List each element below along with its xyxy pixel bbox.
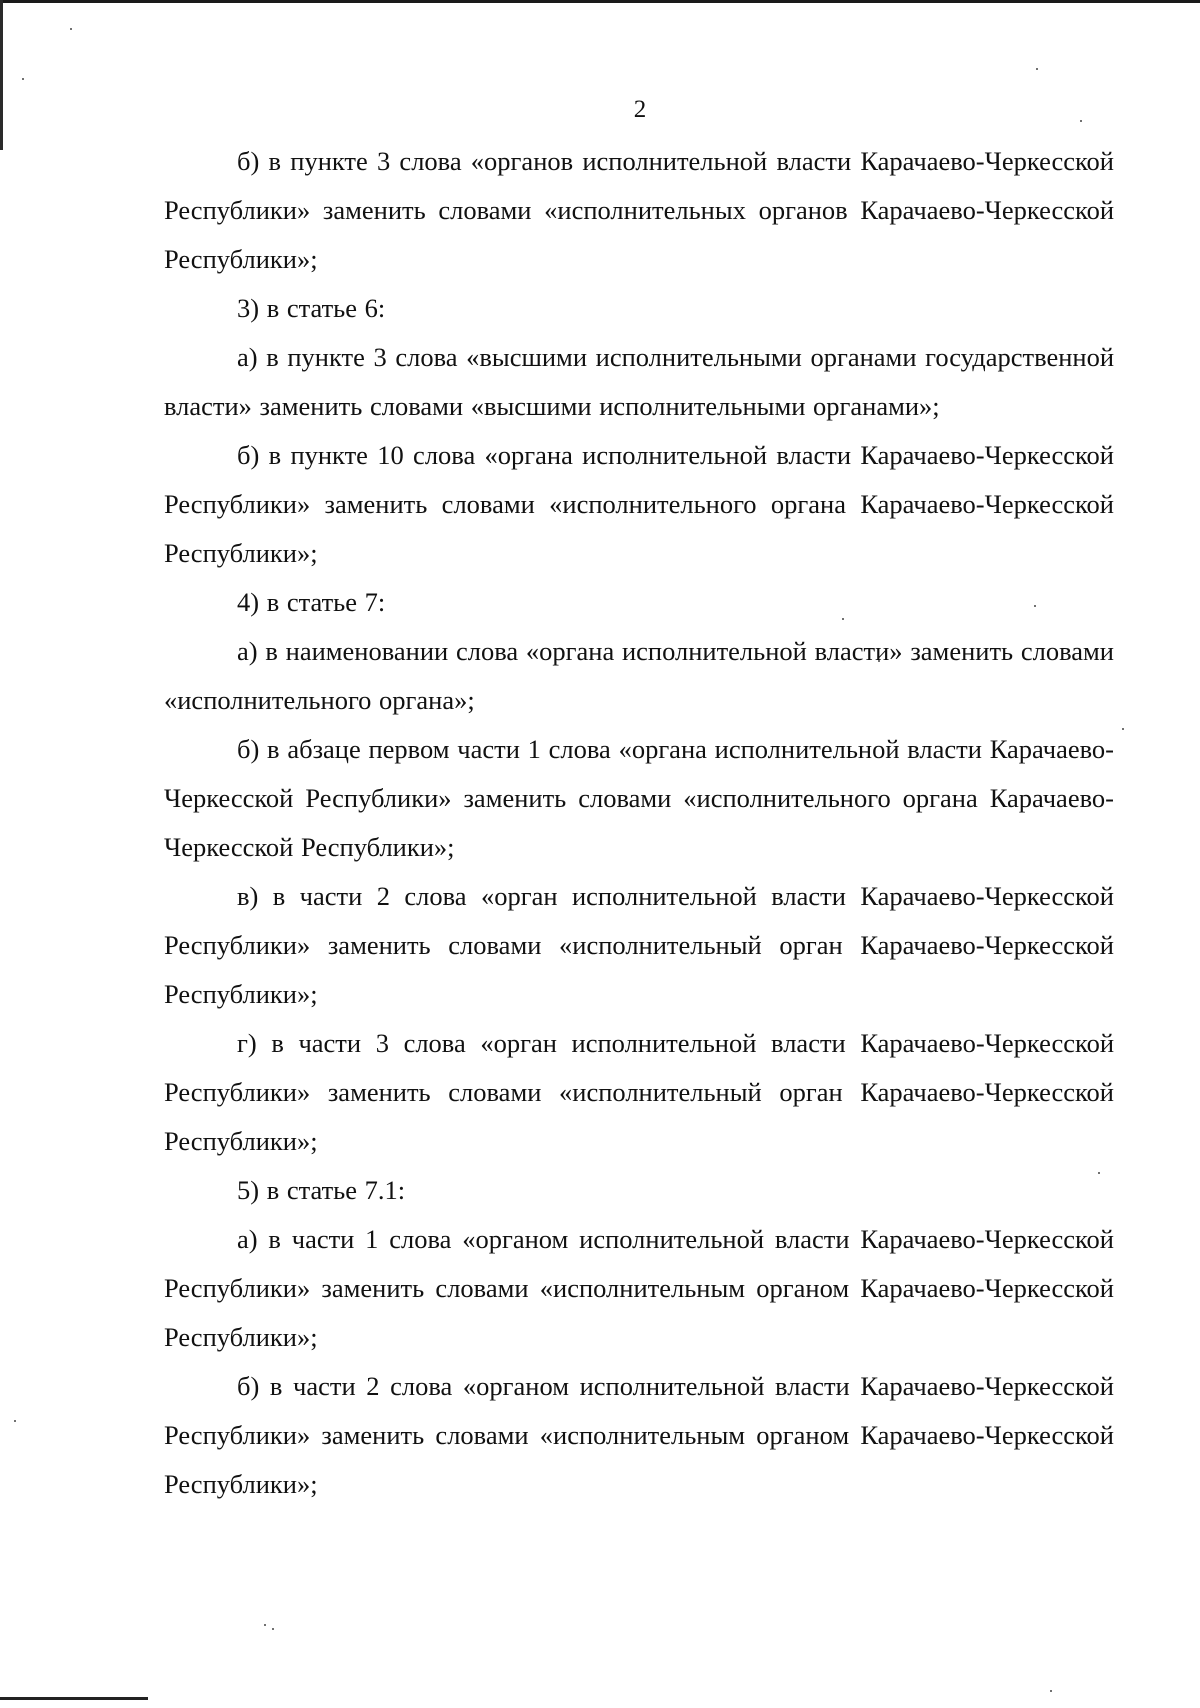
paragraph: в) в части 2 слова «орган исполнительной власти Карачаево-Черкесской Республики» заменить словами «исполнительный орган Карачаево-Черкесской Республики»; [164, 881, 1114, 1009]
article-heading: 3) в статье 6: [237, 293, 386, 323]
scan-speck [1122, 728, 1124, 730]
scan-left-edge [0, 0, 3, 150]
scan-speck [14, 1420, 16, 1422]
scan-speck [1036, 68, 1038, 70]
paragraph: б) в части 2 слова «органом исполнительной власти Карачаево-Черкесской Республики» заменить словами «исполнительным органом Карачаево-Черкесской Республики»; [164, 1371, 1114, 1499]
scan-speck [1050, 1690, 1052, 1692]
scan-speck [264, 1624, 266, 1626]
scan-top-edge [0, 0, 1200, 3]
scan-speck [22, 78, 24, 80]
paragraph: а) в части 1 слова «органом исполнительной власти Карачаево-Черкесской Республики» заменить словами «исполнительным органом Карачаево-Черкесской Республики»; [164, 1224, 1114, 1352]
paragraph: а) в пункте 3 слова «высшими исполнительными органами государственной власти» заменить словами «высшими исполнительными органами»; [164, 342, 1114, 421]
scan-bottom-edge [0, 1697, 148, 1700]
paragraph: г) в части 3 слова «орган исполнительной власти Карачаево-Черкесской Республики» заменить словами «исполнительный орган Карачаево-Черкесской Республики»; [164, 1028, 1114, 1156]
paragraph: б) в пункте 3 слова «органов исполнительной власти Карачаево-Черкесской Республики» заменить словами «исполнительных органов Карачаево-Черкесской Республики»; [164, 146, 1114, 274]
scan-speck [272, 1628, 274, 1630]
article-heading: 4) в статье 7: [237, 587, 386, 617]
paragraph: а) в наименовании слова «органа исполнительной власти» заменить словами «исполнительного органа»; [164, 636, 1114, 715]
document-body [164, 137, 1114, 1509]
paragraph: б) в пункте 10 слова «органа исполнительной власти Карачаево-Черкесской Республики» заменить словами «исполнительного органа Карачаево-Черкесской Республики»; [164, 440, 1114, 568]
paragraph: б) в абзаце первом части 1 слова «органа исполнительной власти Карачаево-Черкесской Республики» заменить словами «исполнительного органа Карачаево-Черкесской Республики»; [164, 734, 1114, 862]
scan-speck [70, 28, 72, 30]
article-heading: 5) в статье 7.1: [237, 1175, 406, 1205]
page-number: 2 [633, 96, 647, 123]
